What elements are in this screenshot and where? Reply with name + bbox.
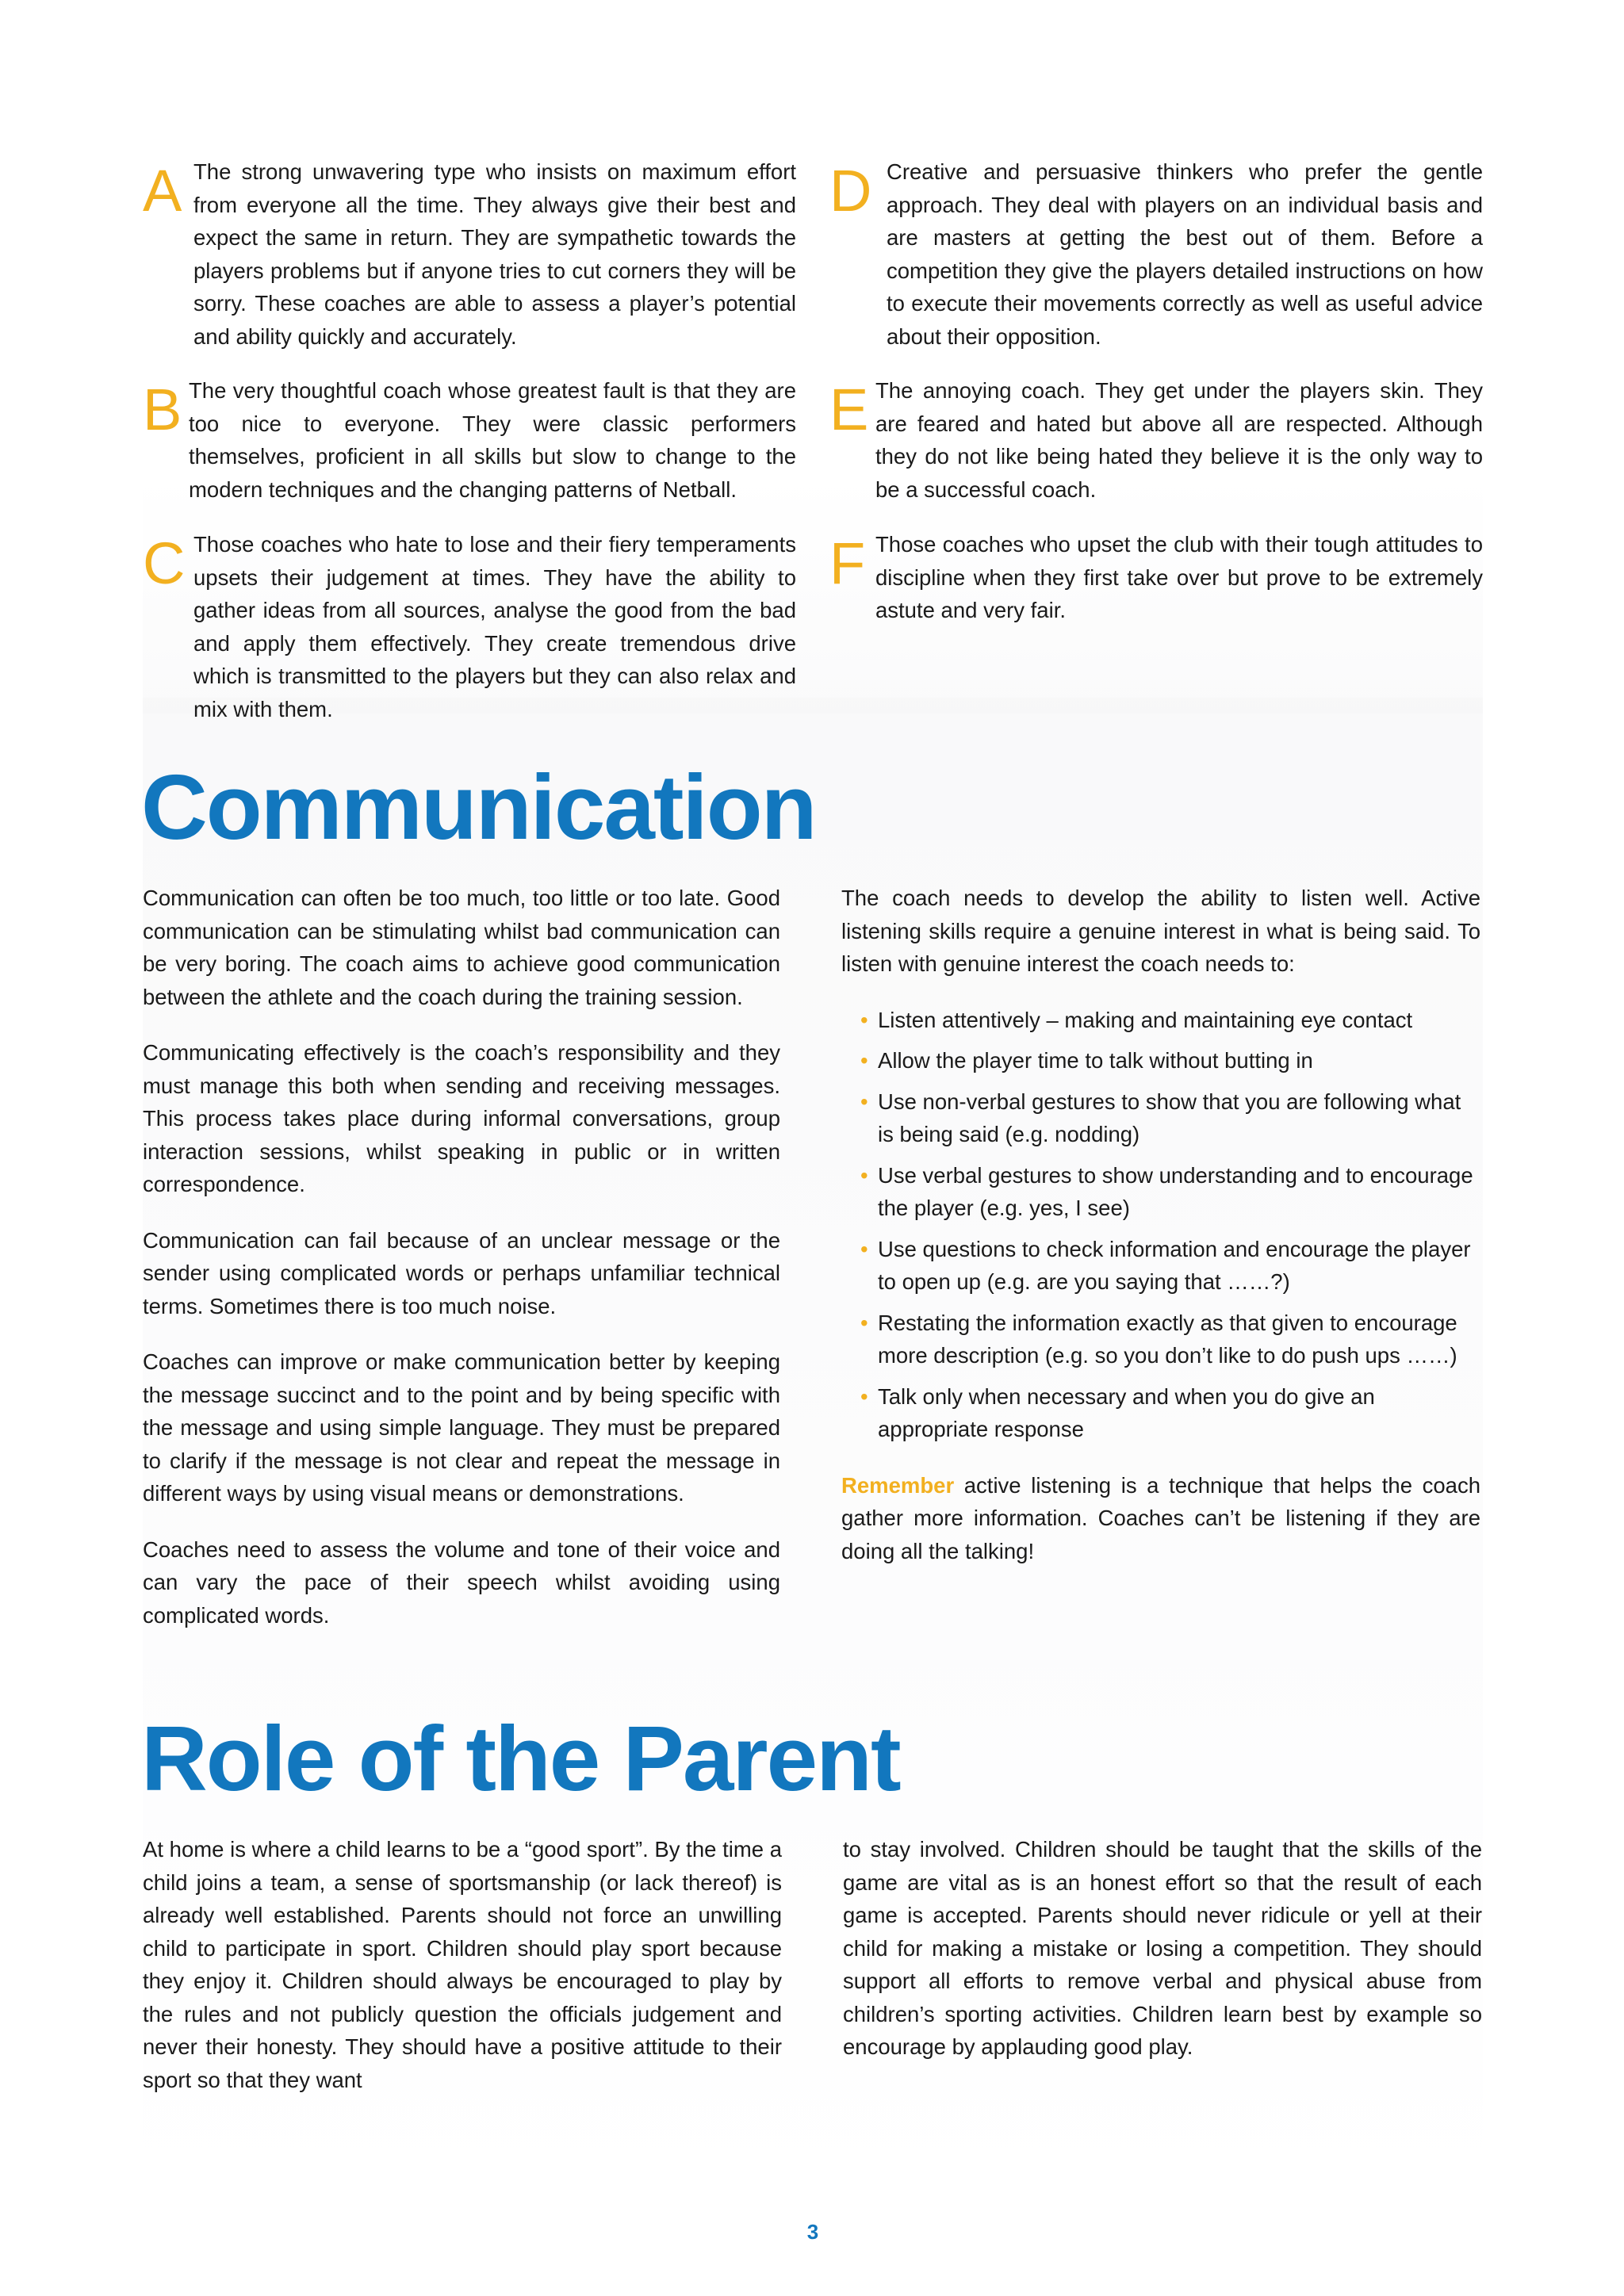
bullet-icon: • [860,1310,868,1335]
list-item-text: Talk only when necessary and when you do give an appropriate response [878,1383,1375,1441]
coach-type-e [829,374,1483,506]
bullet-icon: • [860,1048,868,1073]
bullet-icon: • [860,1383,868,1409]
coach-type-b [143,374,796,506]
list-item [841,1159,1480,1225]
remember-note [841,1469,1480,1568]
communication-paragraph: Communication can often be too much, too little or too late. Good communication can be stimulating whilst bad communication can be very boring. The coach aims to achieve good communication between the athlete and the coach during the training session. [143,886,780,1009]
role-of-parent-heading: Role of the Parent [141,1707,900,1810]
list-item [841,1044,1480,1077]
page-number: 3 [806,2220,819,2244]
coach-type-letter: C [143,530,186,596]
remember-label: Remember [841,1472,955,1498]
list-item-text: Allow the player time to talk without butting in [878,1048,1313,1073]
communication-paragraph: Communication can fail because of an unclear message or the sender using complicated words or perhaps unfamiliar technical terms. Sometimes there is too much noise. [143,1227,780,1318]
communication-paragraph: Coaches need to assess the volume and tone of their voice and can vary the pace of their speech whilst avoiding using complicated words. [143,1536,780,1628]
parent-right-column [843,1833,1482,2087]
coach-type-letter: B [143,377,182,442]
bullet-icon: • [860,1162,868,1188]
coach-type-description: Those coaches who hate to lose and their fiery temperaments upsets their judgement at times. They have the ability to gather ideas from all sources, analyse the good from the bad and apply them effectively. They create tremendous drive which is transmitted to the players but they can also relax and mix with them. [193,532,796,721]
coach-type-description: The strong unwavering type who insists on maximum effort from everyone all the time. They always give their best and expect the same in return. They are sympathetic towards the players problems but if anyone tries to cut corners they will be sorry. These coaches are able to assess a player’s potential and ability quickly and accurately. [193,159,796,349]
coach-type-description: The very thoughtful coach whose greatest fault is that they are too nice to everyone. They were classic performers themselves, proficient in all skills but slow to change to the modern techniques and the changing patterns of Netball. [189,378,796,502]
parent-left-column [143,1833,782,2119]
list-item [841,1233,1480,1299]
coach-type-letter: F [829,530,866,596]
coach-type-f [829,528,1483,627]
list-item [841,1004,1480,1037]
coach-type-description: The annoying coach. They get under the players skin. They are feared and hated but above all are respected. Although they do not like being hated they believe it is the only way to be a successful coach. [875,378,1483,502]
parent-paragraph: At home is where a child learns to be a “good sport”. By the time a child joins a team, a sense of sportsmanship (or lack thereof) is already well established. Parents should not force an unwilling child to participate in sport. Children should play sport because they enjoy it. Children should always be encouraged to play by the rules and not publicly question the officials judgement and never their honesty. They should have a positive attitude to their sport so that they want [143,1837,782,2092]
communication-right-column [841,882,1480,1590]
list-item [841,1307,1480,1372]
remember-text: active listening is a technique that helps the coach gather more information. Coaches can’t be listening if they are doing all the talking! [841,1472,1480,1563]
coach-type-c [143,528,796,725]
coach-type-d [829,155,1483,353]
bullet-icon: • [860,1089,868,1114]
list-item-text: Use questions to check information and encourage the player to open up (e.g. are you saying that ……?) [878,1236,1471,1294]
coach-type-a [143,155,796,353]
communication-paragraph: Coaches can improve or make communication better by keeping the message succinct and to the point and by being specific with the message and using simple language. They must be prepared to clarify if the message is not clear and repeat the message in different ways by using visual means or demonstrations. [143,1349,780,1506]
coach-type-letter: E [829,377,869,442]
communication-left-column [143,882,780,1655]
coach-type-letter: D [829,158,872,224]
list-item-text: Restating the information exactly as that given to encourage more description (e.g. so you don’t like to do push ups ……) [878,1310,1457,1368]
bullet-icon: • [860,1007,868,1032]
coach-type-letter: A [143,158,182,224]
list-item-text: Use verbal gestures to show understanding and to encourage the player (e.g. yes, I see) [878,1162,1473,1220]
communication-heading: Communication [141,756,816,859]
parent-paragraph: to stay involved. Children should be taught that the skills of the game are vital as is an honest effort so that the result of each game is accepted. Parents should never ridicule or yell at their child for making a mistake or losing a competition. They should support all efforts to remove verbal and physical abuse from children’s sporting activities. Children learn best by example so encourage by applauding good play. [843,1837,1482,2059]
coach-type-description: Those coaches who upset the club with their tough attitudes to discipline when they first take over but prove to be extremely astute and very fair. [875,532,1483,622]
list-item [841,1380,1480,1446]
coach-type-description: Creative and persuasive thinkers who prefer the gentle approach. They deal with players on an individual basis and are masters at getting the best out of them. Before a competition they give the players detailed instructions on how to execute their movements correctly as well as useful advice about their opposition. [887,159,1483,349]
listening-intro: The coach needs to develop the ability to listen well. Active listening skills require a genuine interest in what is being said. To listen with genuine interest the coach needs to: [841,886,1480,976]
list-item [841,1085,1480,1151]
communication-paragraph: Communicating effectively is the coach’s responsibility and they must manage this both when sending and receiving messages. This process takes place during informal conversations, group interaction sessions, whilst speaking in public or in written correspondence. [143,1040,780,1196]
list-item-text: Use non-verbal gestures to show that you are following what is being said (e.g. nodding) [878,1089,1461,1146]
bullet-icon: • [860,1236,868,1261]
listening-list [841,1004,1480,1446]
list-item-text: Listen attentively – making and maintaining eye contact [878,1007,1413,1032]
